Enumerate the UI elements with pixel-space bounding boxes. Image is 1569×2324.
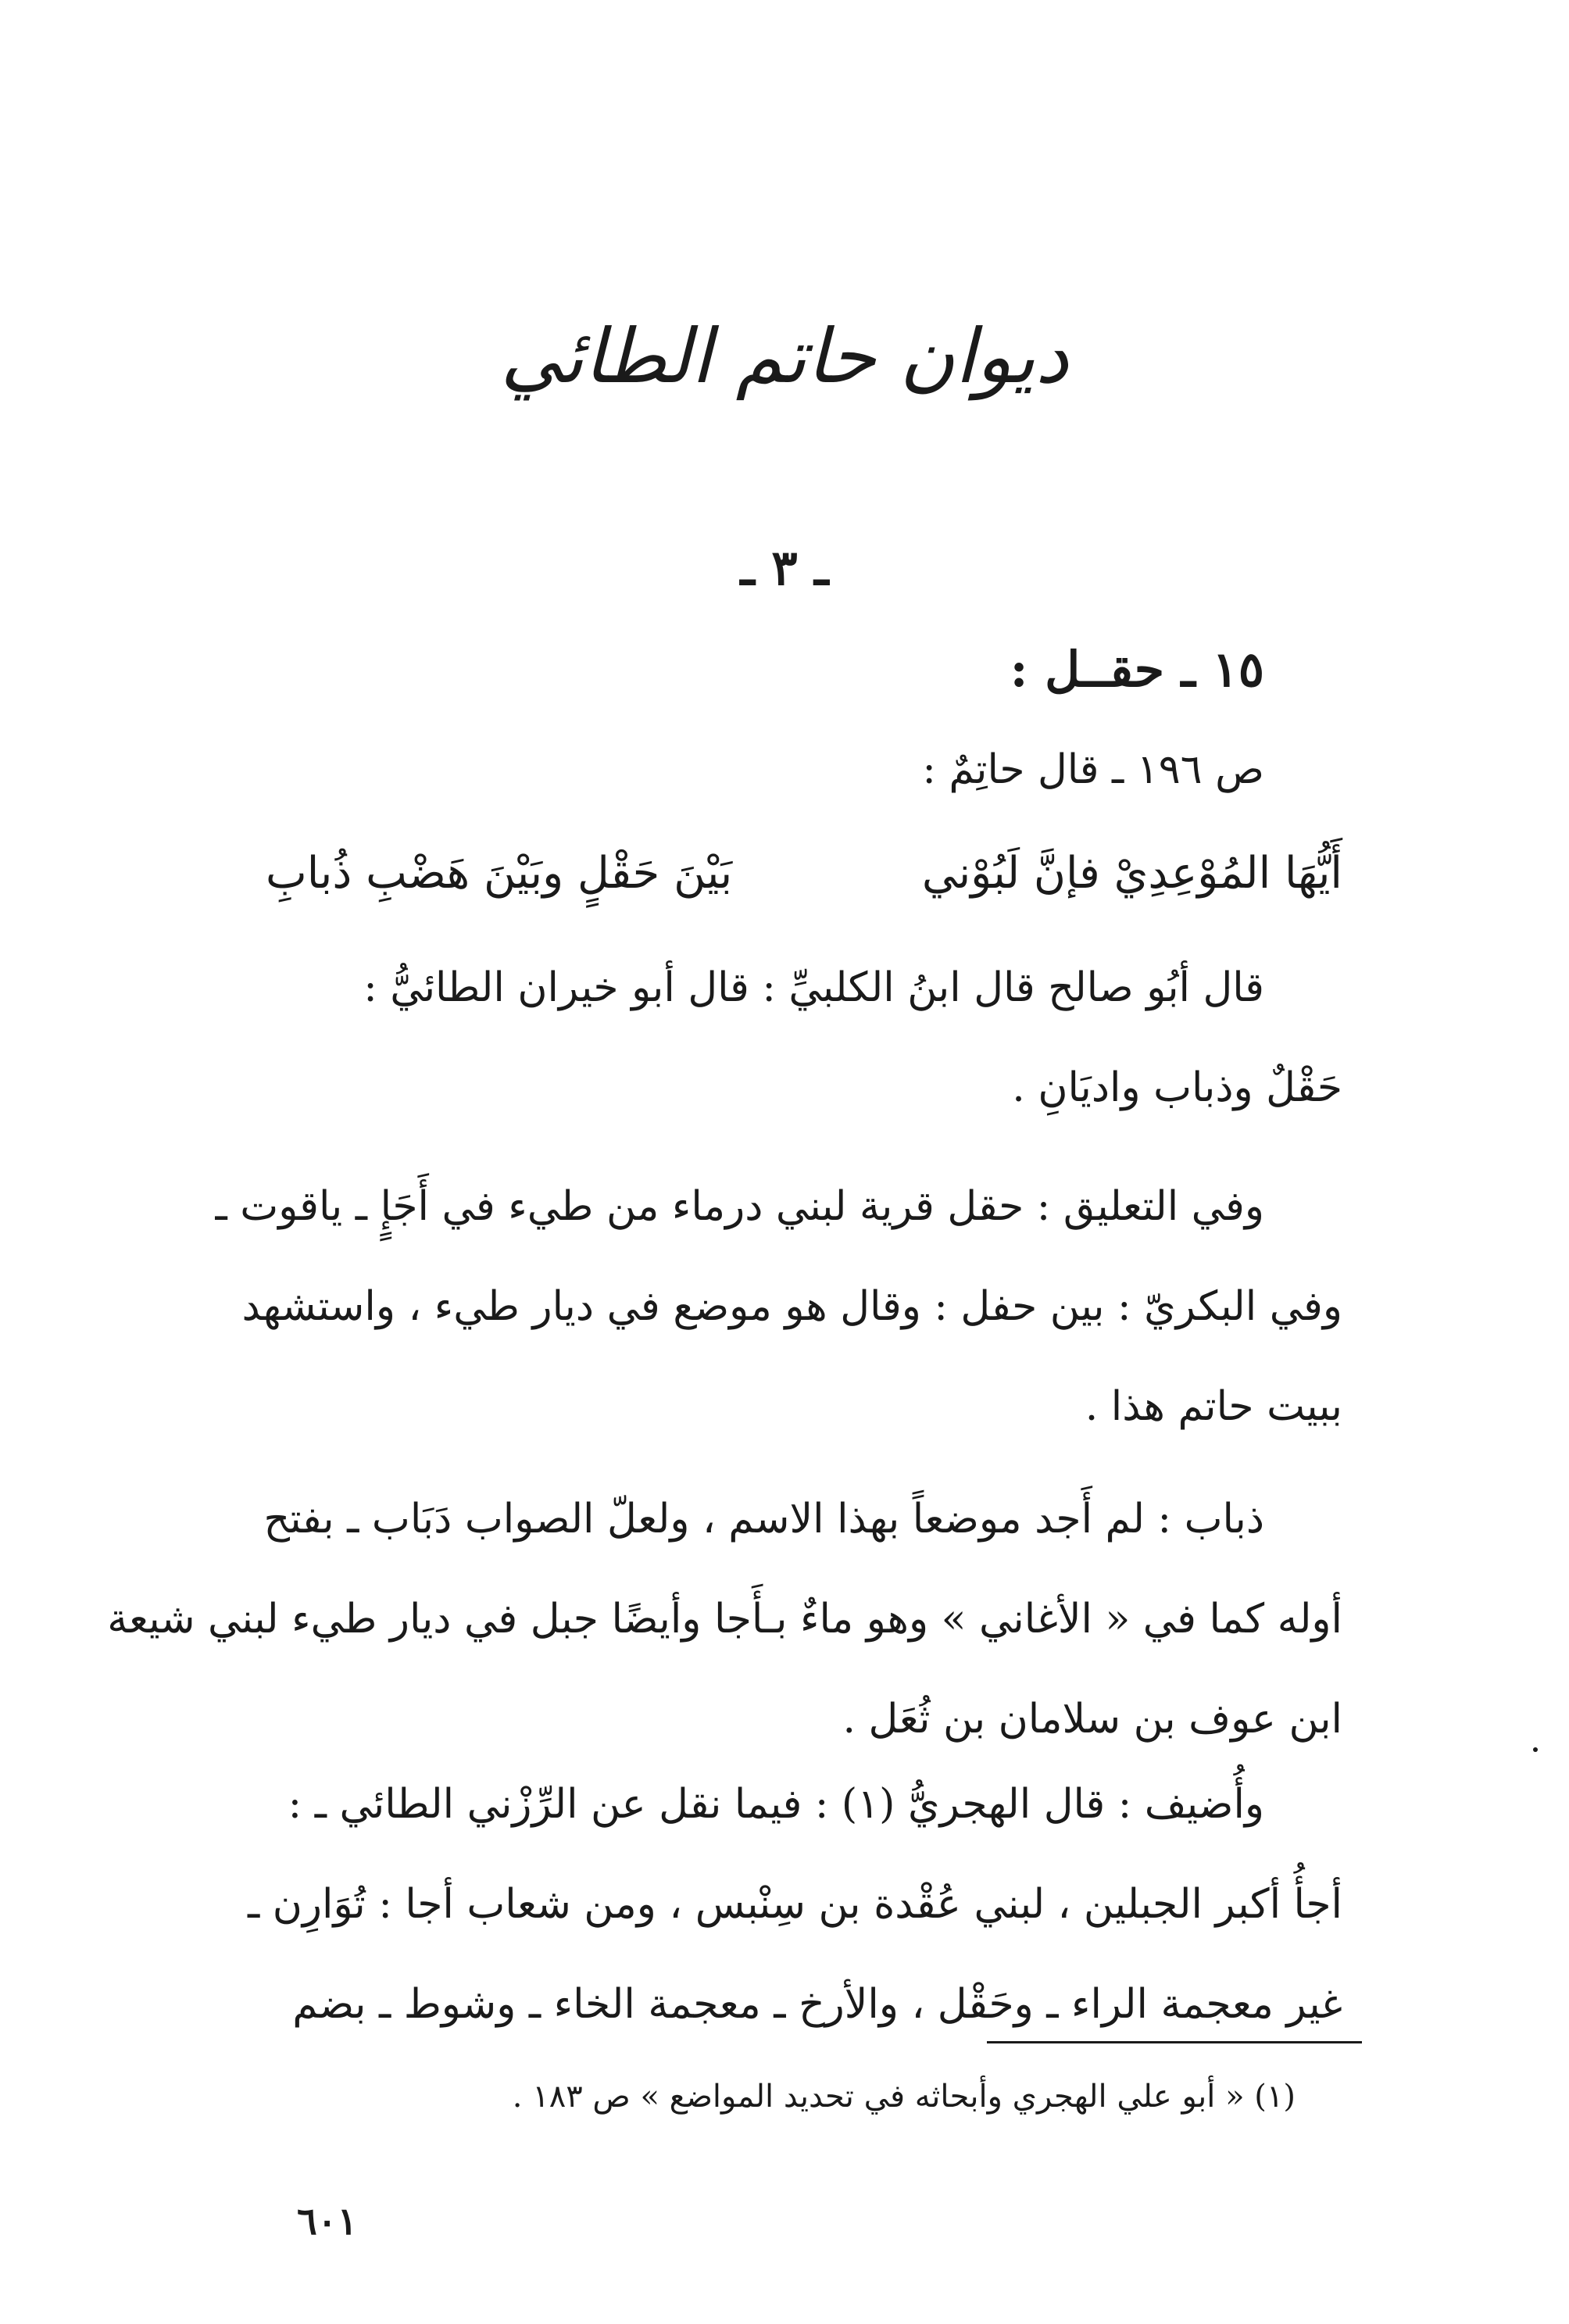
source-line: ص ١٩٦ ـ قال حاتِمٌ :: [922, 746, 1264, 793]
footnote: (١) « أبو علي الهجري وأبحاثه في تحديد المواضع » ص ١٨٣ .: [512, 2079, 1296, 2115]
paragraph-2: [215, 1157, 1342, 1457]
section-number: ـ ٣ ـ: [740, 539, 829, 596]
paragraph-1: [266, 938, 1342, 1138]
page-number: ٦٠١: [297, 2200, 358, 2244]
paragraph-line: ابن عوف بن سلامان بن ثُعَل .: [842, 1696, 1342, 1743]
paragraph-line: أجأُ أكبر الجبلين ، لبني عُقْدة بن سِنْبس ، ومن شعاب أجا : تُوَارِن ـ: [247, 1881, 1342, 1928]
footnote-divider: [987, 2041, 1362, 2043]
entry-heading: ١٥ ـ حقــل :: [1010, 641, 1264, 698]
paragraph-line: ببيت حاتم هذا .: [1085, 1383, 1342, 1430]
running-head-title: ديوان حاتم الطائي: [500, 313, 1069, 400]
verse-second-hemistich: بَيْنَ حَقْلٍ وبَيْنَ هَضْبِ ذُبابِ: [266, 848, 733, 899]
paragraph-line: حَقْلٌ وذباب واديَانِ .: [1012, 1064, 1342, 1111]
paragraph-line: وفي البكريّ : بين حفل : وقال هو موضع في ديار طيء ، واستشهد: [241, 1283, 1342, 1330]
verse-first-hemistich: أَيُّهَا المُوْعِدِيْ فإنَّ لَبُوْني: [921, 848, 1342, 899]
paragraph-line: ذباب : لم أَجد موضعاً بهذا الاسم ، ولعلّ الصواب دَبَاب ـ بفتح: [263, 1496, 1264, 1543]
paragraph-line: وفي التعليق : حقل قرية لبني درماء من طيء في أَجَإٍ ـ ياقوت ـ: [215, 1183, 1264, 1230]
poem-verse: [266, 848, 1342, 899]
paragraph-line: غير معجمة الراء ـ وحَقْل ، والأرخ ـ معجمة الخاء ـ وشوط ـ بضم: [292, 1981, 1342, 2028]
paragraph-3: [107, 1469, 1342, 1769]
paragraph-line: أوله كما في « الأغاني » وهو ماءٌ بـأَجا وأيضًا جبل في ديار طيء لبني شيعة: [107, 1596, 1342, 1643]
paragraph-line: قال أبُو صالح قال ابنُ الكلبيِّ : قال أبو خيران الطائيُّ :: [363, 964, 1264, 1011]
paragraph-4: [247, 1754, 1342, 2054]
margin-mark: [1533, 1747, 1538, 1752]
paragraph-line: وأُضيف : قال الهجريُّ (١) : فيما نقل عن الرِّزْني الطائي ـ :: [288, 1781, 1264, 1828]
